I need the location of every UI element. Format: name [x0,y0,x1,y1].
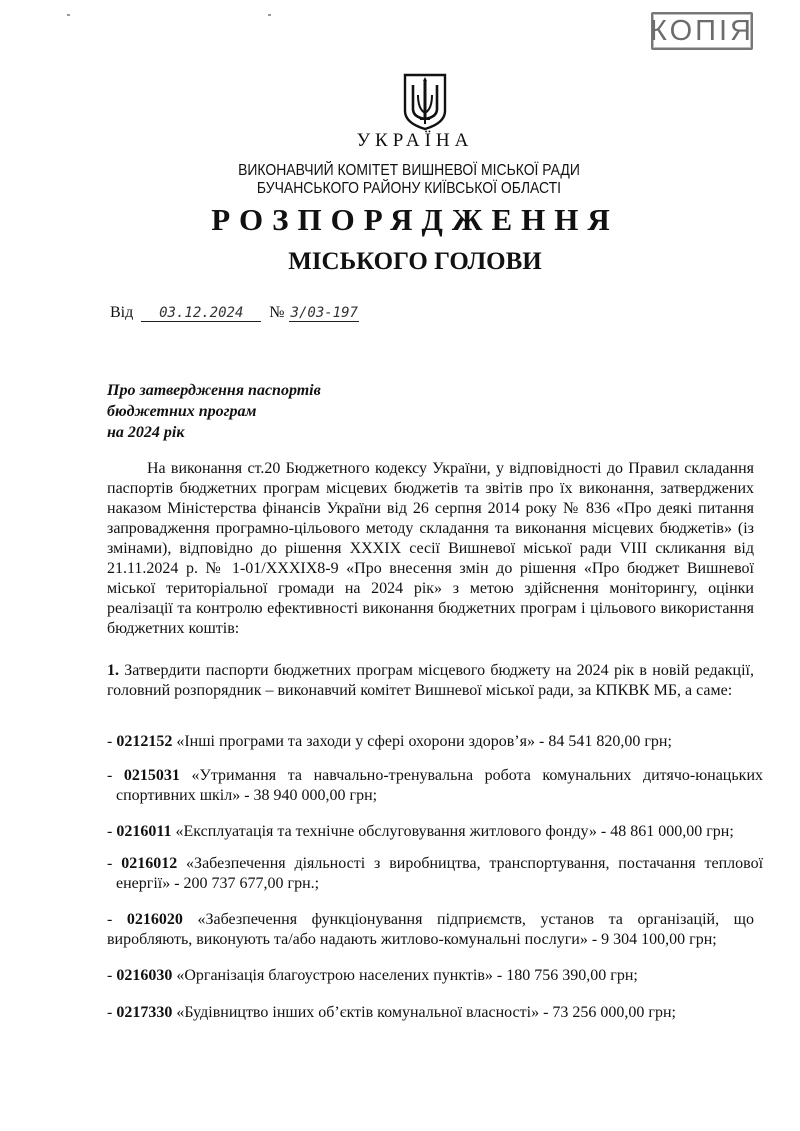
subject-line: бюджетних програм [107,403,257,420]
item-text: Затвердити паспорти бюджетних програм місцевого бюджету на 2024 рік в новій редакції, головний розпорядник – виконавчий комітет Вишневої міської ради, за КПКВК МБ, а саме: [107,662,755,699]
document-type-subtitle: МІСЬКОГО ГОЛОВИ [288,248,542,275]
handwritten-date: 03.12.2024 [141,305,261,322]
country-title: УКРАЇНА [356,130,474,151]
scan-speck [268,14,271,16]
subject-line: на 2024 рік [107,424,185,441]
item-number: 1. [107,662,119,679]
program-description: «Інші програми та заходи у сфері охорони здоров’я» - 84 541 820,00 грн; [176,733,672,750]
scan-speck [67,14,70,16]
tryzub-coat-of-arms-icon [401,71,449,131]
program-item: - 0216012 «Забезпечення діяльності з виробництва, транспортування, постачання теплової енергії» - 200 737 677,00 грн.; [107,855,764,892]
program-item: - 0217330 «Будівництво інших об’єктів комунальної власності» - 73 256 000,00 грн; [107,1004,676,1021]
copy-stamp: КОПІЯ [651,12,753,50]
program-code: 0216020 [126,911,183,928]
number-label: № [269,304,285,321]
program-code: 0216011 [116,823,172,840]
program-item: - 0215031 «Утримання та навчально-тренувальна робота комунальних дитячо-юнацьких спортивних шкіл» - 38 940 000,00 грн; [107,767,764,804]
subject-line: Про затвердження паспортів [107,382,321,399]
program-description: «Забезпечення діяльності з виробництва, транспортування, постачання теплової енергії» - 200 737 677,00 грн.; [116,855,764,892]
program-code: 0216030 [116,967,173,984]
item-1-paragraph [107,661,754,701]
date-label: Від [110,304,134,321]
program-code: 0217330 [116,1004,173,1021]
subject-heading [107,380,321,443]
document-type-title: РОЗПОРЯДЖЕННЯ [211,202,619,237]
program-description: «Організація благоустрою населених пунктів» - 180 756 390,00 грн; [176,967,638,984]
handwritten-number: 3/03-197 [290,305,358,321]
org-name-line1: ВИКОНАВЧИЙ КОМІТЕТ ВИШНЕВОЇ МІСЬКОЇ РАДИ [238,162,580,179]
program-description: «Будівництво інших об’єктів комунальної власності» - 73 256 000,00 грн; [176,1004,676,1021]
program-code: 0215031 [123,767,180,784]
org-name-line2: БУЧАНСЬКОГО РАЙОНУ КИЇВСЬКОЇ ОБЛАСТІ [256,180,562,197]
program-description: «Експлуатація та технічне обслуговування житлового фонду» - 48 861 000,00 грн; [175,823,734,840]
program-item: - 0216030 «Організація благоустрою населених пунктів» - 180 756 390,00 грн; [107,967,638,984]
date-number-line [110,304,359,322]
program-description: «Забезпечення функціонування підприємств, установ та організацій, що виробляють, виконують та/або надають житлово-комунальні послуги» - 9 304 100,00 грн; [107,911,755,948]
program-code: 0216012 [121,855,178,872]
program-code: 0212152 [116,733,173,750]
program-description: «Утримання та навчально-тренувальна робота комунальних дитячо-юнацьких спортивних шкіл» - 38 940 000,00 грн; [116,767,764,804]
program-item: - 0212152 «Інші програми та заходи у сфері охорони здоров’я» - 84 541 820,00 грн; [107,733,672,750]
program-item: - 0216011 «Експлуатація та технічне обслуговування житлового фонду» - 48 861 000,00 грн; [107,823,734,840]
program-item: - 0216020 «Забезпечення функціонування підприємств, установ та організацій, що виробляють, виконують та/або надають житлово-комунальні послуги» - 9 304 100,00 грн; [107,911,755,948]
intro-paragraph: На виконання ст.20 Бюджетного кодексу України, у відповідності до Правил складання паспортів бюджетних програм місцевих бюджетів та звітів про їх виконання, затверджених наказом Міністерства фінансів України від 26 серпня 2014 року № 836 «Про деякі питання запровадження програмно-цільового методу складання та виконання місцевих бюджетів» (із змінами), відповідно до рішення XXXIX сесії Вишневої міської ради VIII скликання від 21.11.2024 р. № 1-01/XXXIX8-9 «Про внесення змін до рішення «Про бюджет Вишневої міської територіальної громади на 2024 рік» з метою здійснення моніторингу, оцінки реалізації та контролю ефективності виконання бюджетних програм і цільового використання бюджетних коштів: [107,460,754,637]
